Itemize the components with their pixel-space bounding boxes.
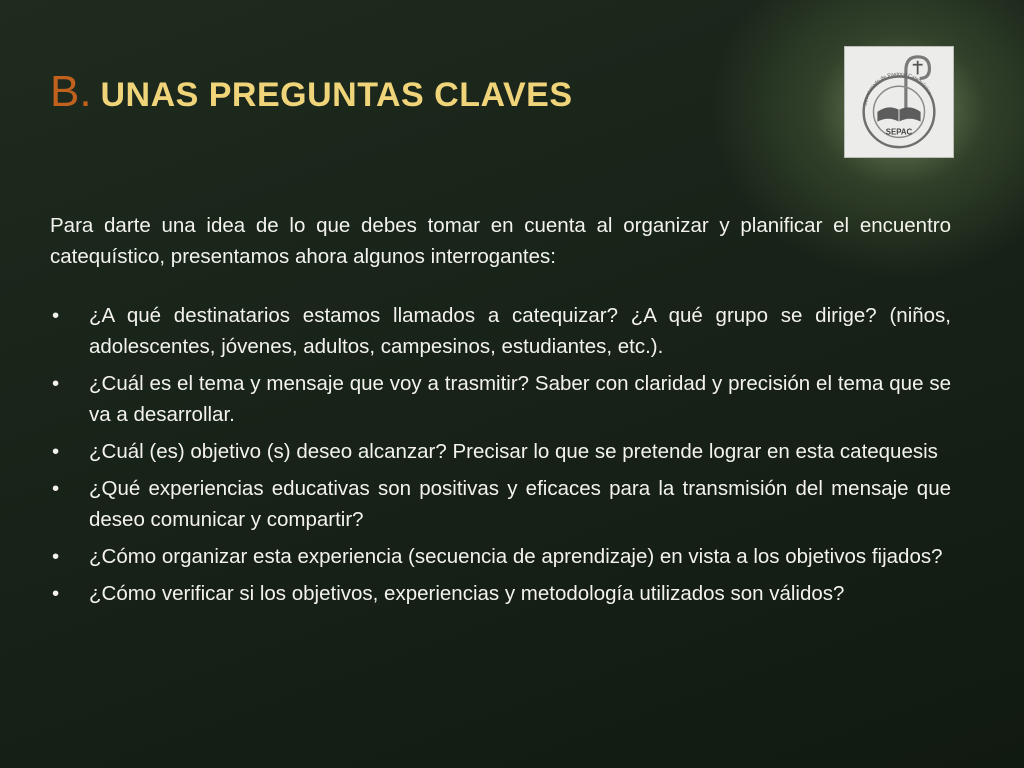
bullet-point: • xyxy=(52,440,60,463)
question-text: ¿Qué experiencias educativas son positivas y eficaces para la transmisión del mensaje que deseo comunicar y compartir? xyxy=(89,477,951,531)
bullet-point: • xyxy=(52,545,60,568)
question-text: ¿Cuál (es) objetivo (s) deseo alcanzar? Precisar lo que se pretende lograr en esta catequesis xyxy=(89,440,938,463)
bullet-point: • xyxy=(52,304,60,327)
logo-ring-text: Secretariado de Pastoral Catequística xyxy=(862,71,933,107)
list-item xyxy=(50,436,951,467)
bullet-point: • xyxy=(52,582,60,605)
slide-body xyxy=(50,210,951,615)
question-text: ¿Cuál es el tema y mensaje que voy a trasmitir? Saber con claridad y precisión el tema que se va a desarrollar. xyxy=(89,372,951,426)
title-text: UNAS PREGUNTAS CLAVES xyxy=(100,76,573,114)
question-text: ¿Cómo verificar si los objetivos, experiencias y metodología utilizados son válidos? xyxy=(89,582,845,605)
slide-title xyxy=(50,67,573,116)
questions-list xyxy=(50,300,951,609)
list-item xyxy=(50,368,951,430)
list-item xyxy=(50,578,951,609)
sepac-logo-icon xyxy=(844,46,954,158)
list-item xyxy=(50,541,951,572)
list-item xyxy=(50,473,951,535)
question-text: ¿Cómo organizar esta experiencia (secuencia de aprendizaje) en vista a los objetivos fijados? xyxy=(89,545,943,568)
intro-paragraph: Para darte una idea de lo que debes tomar en cuenta al organizar y planificar el encuentro catequístico, presentamos ahora algunos interrogantes: xyxy=(50,214,951,268)
bullet-point: • xyxy=(52,477,60,500)
logo-name: SEPAC xyxy=(885,127,913,137)
title-section-letter: B. xyxy=(50,67,92,116)
list-item xyxy=(50,300,951,362)
question-text: ¿A qué destinatarios estamos llamados a catequizar? ¿A qué grupo se dirige? (niños, adolescentes, jóvenes, adultos, campesinos, estudiantes, etc.). xyxy=(89,304,951,358)
bullet-point: • xyxy=(52,372,60,395)
